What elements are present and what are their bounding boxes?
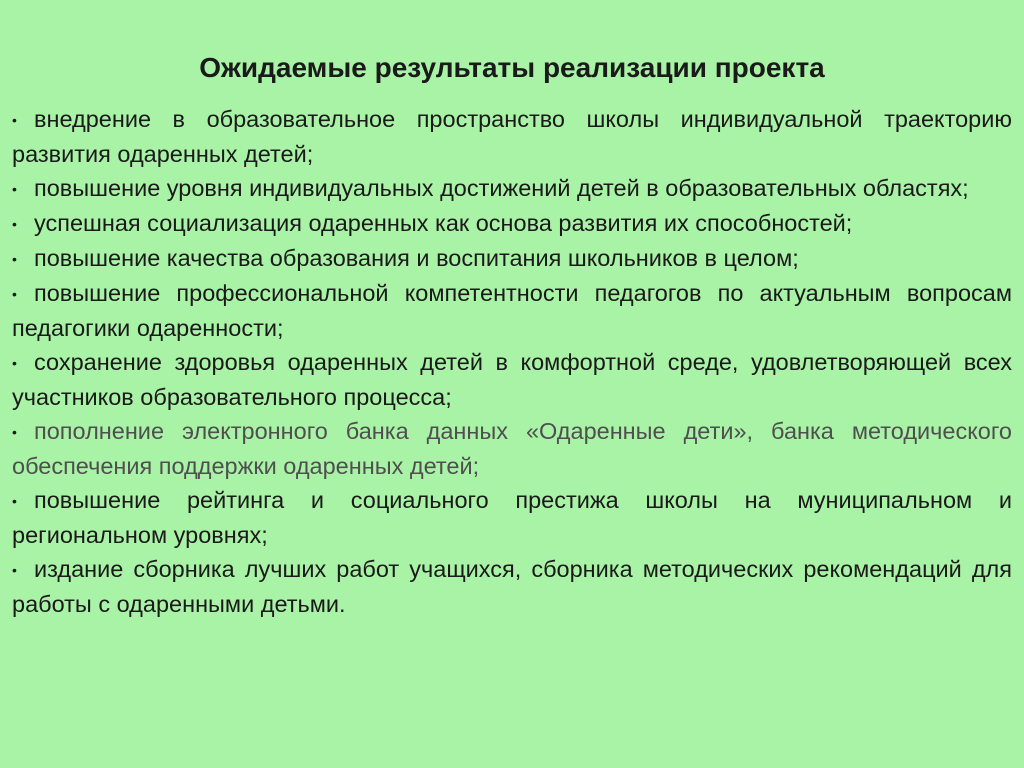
bullet-icon: •	[12, 286, 17, 302]
bullet-icon: •	[12, 216, 17, 232]
bullet-icon: •	[12, 562, 17, 578]
bullet-icon: •	[12, 355, 17, 371]
results-list	[12, 102, 1012, 621]
list-item	[12, 414, 1012, 483]
list-item-text: повышение профессиональной компетентности педагогов по актуальным вопросам педагогики одаренности;	[12, 280, 1012, 341]
list-item-text: издание сборника лучших работ учащихся, сборника методических рекомендаций для работы с одаренными детьми.	[12, 556, 1012, 617]
bullet-icon: •	[12, 424, 17, 440]
slide-title: Ожидаемые результаты реализации проекта	[199, 52, 825, 83]
list-item-text: успешная социализация одаренных как основа развития их способностей;	[34, 210, 853, 236]
bullet-icon: •	[12, 493, 17, 509]
list-item	[12, 206, 1012, 241]
list-item-text: сохранение здоровья одаренных детей в комфортной среде, удовлетворяющей всех участников образовательного процесса;	[12, 349, 1012, 410]
list-item-text: внедрение в образовательное пространство школы индивидуальной траекторию развития одаренных детей;	[12, 106, 1012, 167]
list-item	[12, 345, 1012, 414]
list-item	[12, 241, 1012, 276]
bullet-icon: •	[12, 181, 17, 197]
list-item-text: пополнение электронного банка данных «Одаренные дети», банка методического обеспечения поддержки одаренных детей;	[12, 418, 1012, 479]
list-item-text: повышение рейтинга и социального престижа школы на муниципальном и региональном уровнях;	[12, 487, 1012, 548]
bullet-icon: •	[12, 112, 17, 128]
list-item	[12, 552, 1012, 621]
list-item	[12, 483, 1012, 552]
list-item	[12, 102, 1012, 171]
list-item-text: повышение уровня индивидуальных достижений детей в образовательных областях;	[34, 175, 969, 201]
list-item	[12, 276, 1012, 345]
list-item-text: повышение качества образования и воспитания школьников в целом;	[34, 245, 799, 271]
list-item	[12, 171, 1012, 206]
bullet-icon: •	[12, 251, 17, 267]
